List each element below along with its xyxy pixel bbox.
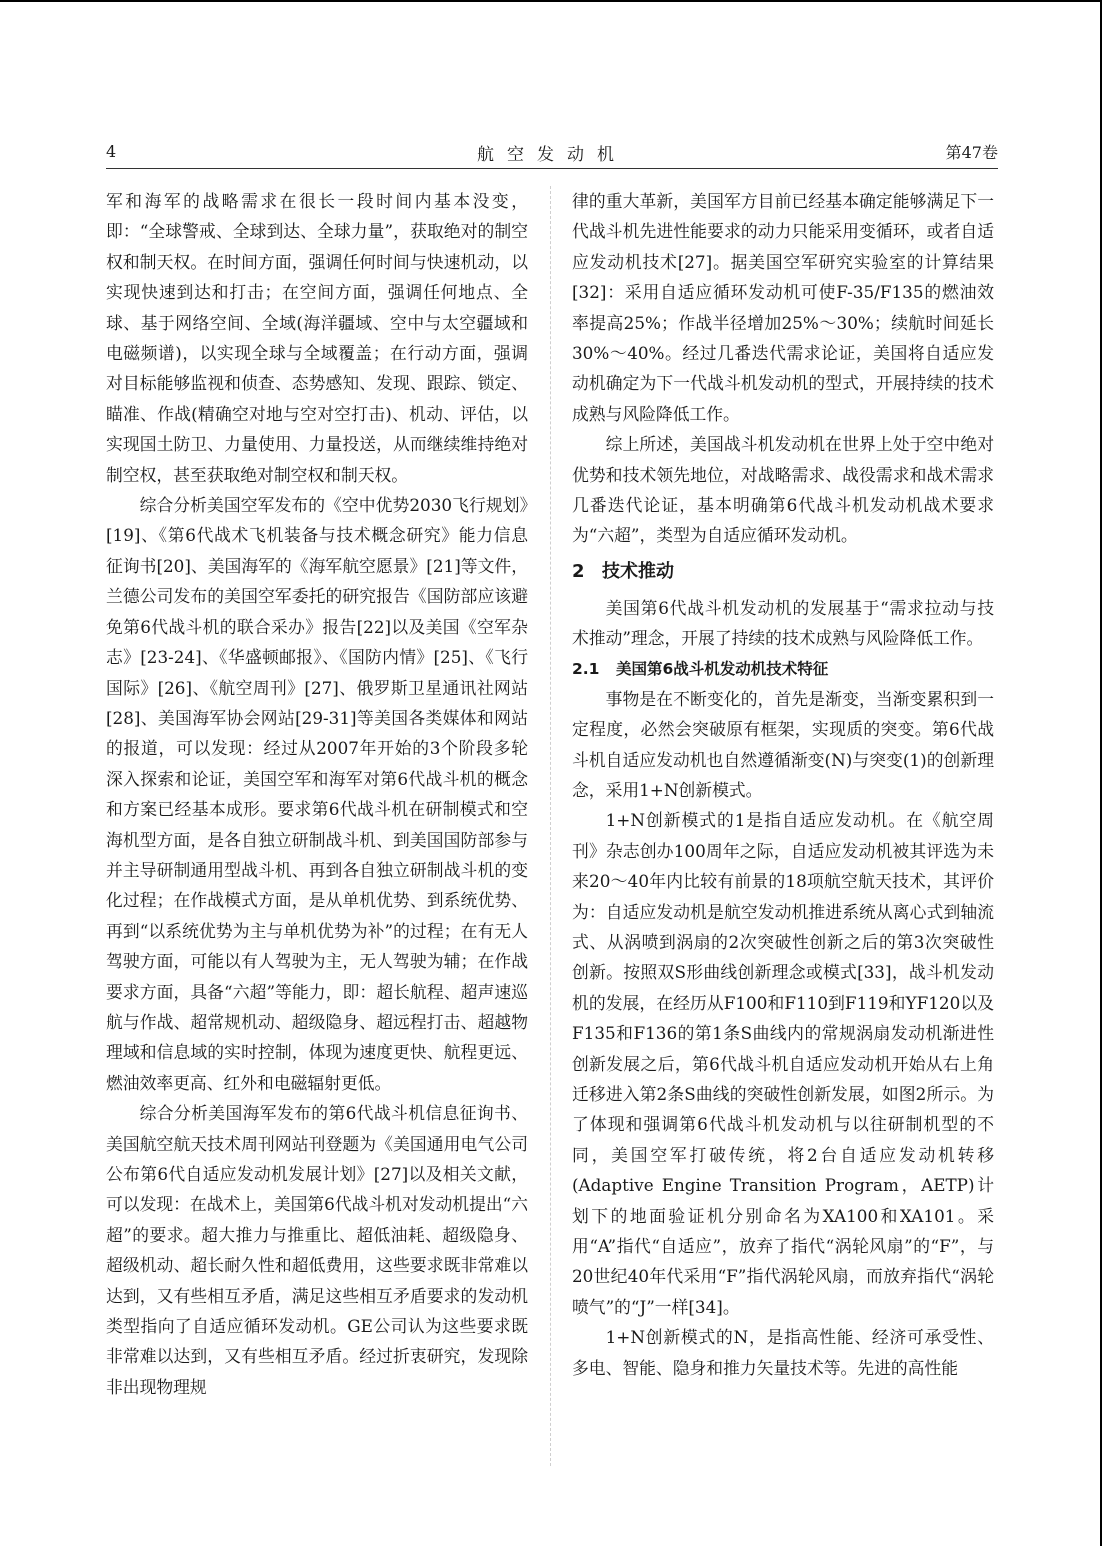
crop-mark-horizontal — [0, 0, 1102, 2]
paragraph: 事物是在不断变化的，首先是渐变，当渐变累积到一定程度，必然会突破原有框架，实现质的突变。第6代战斗机自适应发动机也自然遵循渐变(N)与突变(1)的创新理念，采用1+N创新模式。 — [572, 688, 994, 800]
paragraph: 综上所述，美国战斗机发动机在世界上处于空中绝对优势和技术领先地位，对战略需求、战役需求和战术需求几番迭代论证，基本明确第6代战斗机发动机战术要求为“六超”，类型为自适应循环发动机。 — [572, 434, 994, 546]
paragraph: 综合分析美国空军发布的《空中优势2030飞行规划》[19]、《第6代战术飞机装备与技术概念研究》能力信息征询书[20]、美国海军的《海军航空愿景》[21]等文件，兰德公司发布的美国空军委托的研究报告《国防部应该避免第6代战斗机的联合采办》报告[22]以及美国《空军杂志》[23-24]、《华盛顿邮报》、《国防内情》[25]、《飞行国际》[26]、《航空周刊》[27]、俄罗斯卫星通讯社网站[28]、美国海军协会网站[29-31]等美国各类媒体和网站的报道，可以发现：经过从2007年开始的3个阶段多轮深入探索和论证，美国空军和海军对第6代战斗机的概念和方案已经基本成形。要求第6代战斗机在研制模式和空海机型方面，是各自独立研制战斗机、到美国国防部参与并主导研制通用型战斗机、再到各自独立研制战斗机的变化过程；在作战模式方面，是从单机优势、到系统优势、再到“以系统优势为主与单机优势为补”的过程；在有无人驾驶方面，可能以有人驾驶为主，无人驾驶为辅；在作战要求方面，具备“六超”等能力，即：超长航程、超声速巡航与作战、超常规机动、超级隐身、超远程打击、超越物理域和信息域的实时控制，体现为速度更快、航程更远、燃油效率更高、红外和电磁辐射更低。 — [106, 495, 528, 1093]
paragraph: 美国第6代战斗机发动机的发展基于“需求拉动与技术推动”理念，开展了持续的技术成熟与风险降低工作。 — [572, 597, 994, 649]
paragraph-continued: 军和海军的战略需求在很长一段时间内基本没变，即：“全球警戒、全球到达、全球力量”，获取绝对的制空权和制天权。在时间方面，强调任何时间与快速机动，以实现快速到达和打击；在空间方面，强调任何地点、全球、基于网络空间、全域(海洋疆域、空中与太空疆域和电磁频谱)，以实现全球与全域覆盖；在行动方面，强调对目标能够监视和侦查、态势感知、发现、跟踪、锁定、瞄准、作战(精确空对地与空对空打击)、机动、评估，以实现国土防卫、力量使用、力量投送，从而继续维持绝对制空权，甚至获取绝对制空权和制天权。 — [106, 191, 528, 485]
section-number: 2 — [572, 560, 585, 582]
journal-title: 航空发动机 — [477, 145, 627, 165]
volume-label: 第47卷 — [945, 143, 998, 162]
subsection-number: 2.1 — [572, 659, 600, 678]
right-column — [572, 186, 994, 1383]
subsection-heading — [572, 654, 994, 684]
header-rule — [106, 168, 998, 169]
column-divider — [550, 186, 551, 1466]
paragraph: 1+N创新模式的1是指自适应发动机。在《航空周刊》杂志创办100周年之际，自适应发动机被其评选为未来20～40年内比较有前景的18项航空航天技术，其评价为：自适应发动机是航空发动机推进系统从离心式到轴流式、从涡喷到涡扇的2次突破性创新之后的第3次突破性创新。按照双S形曲线创新理念或模式[33]，战斗机发动机的发展，在经历从F100和F110到F119和YF120以及F135和F136的第1条S曲线内的常规涡扇发动机渐进性创新发展之后，第6代战斗机自适应发动机开始从右上角迁移进入第2条S曲线的突破性创新发展，如图2所示。为了体现和强调第6代战斗机发动机与以往研制机型的不同，美国空军打破传统，将2台自适应发动机转移(Adaptive Engine Transition Program，AETP)计划下的地面验证机分别命名为XA100和XA101。采用“A”指代“自适应”，放弃了指代“涡轮风扇”的“F”，与20世纪40年代采用“F”指代涡轮风扇，而放弃指代“涡轮喷气”的“J”一样[34]。 — [572, 810, 994, 1317]
paragraph: 1+N创新模式的N，是指高性能、经济可承受性、多电、智能、隐身和推力矢量技术等。先进的高性能 — [572, 1327, 994, 1378]
running-header — [106, 138, 998, 168]
paragraph-continued: 律的重大革新，美国军方目前已经基本确定能够满足下一代战斗机先进性能要求的动力只能采用变循环，或者自适应发动机技术[27]。据美国空军研究实验室的计算结果[32]：采用自适应循环发动机可使F-35/F135的燃油效率提高25%；作战半径增加25%～30%；续航时间延长30%～40%。经过几番迭代需求论证，美国将自适应发动机确定为下一代战斗机发动机的型式，开展持续的技术成熟与风险降低工作。 — [572, 191, 994, 424]
paragraph: 综合分析美国海军发布的第6代战斗机信息征询书、美国航空航天技术周刊网站刊登题为《美国通用电气公司公布第6代自适应发动机发展计划》[27]以及相关文献，可以发现：在战术上，美国第6代战斗机对发动机提出“六超”的要求。超大推力与推重比、超低油耗、超级隐身、超级机动、超长耐久性和超低费用，这些要求既非常难以达到，又有些相互矛盾，满足这些相互矛盾要求的发动机类型指向了自适应循环发动机。GE公司认为这些要求既非常难以达到，又有些相互矛盾。经过折衷研究，发现除非出现物理规 — [106, 1103, 529, 1397]
section-heading — [572, 555, 994, 589]
page-number: 4 — [106, 142, 117, 161]
left-column — [106, 186, 528, 1402]
subsection-title: 美国第6战斗机发动机技术特征 — [616, 659, 829, 678]
section-title: 技术推动 — [602, 560, 674, 582]
